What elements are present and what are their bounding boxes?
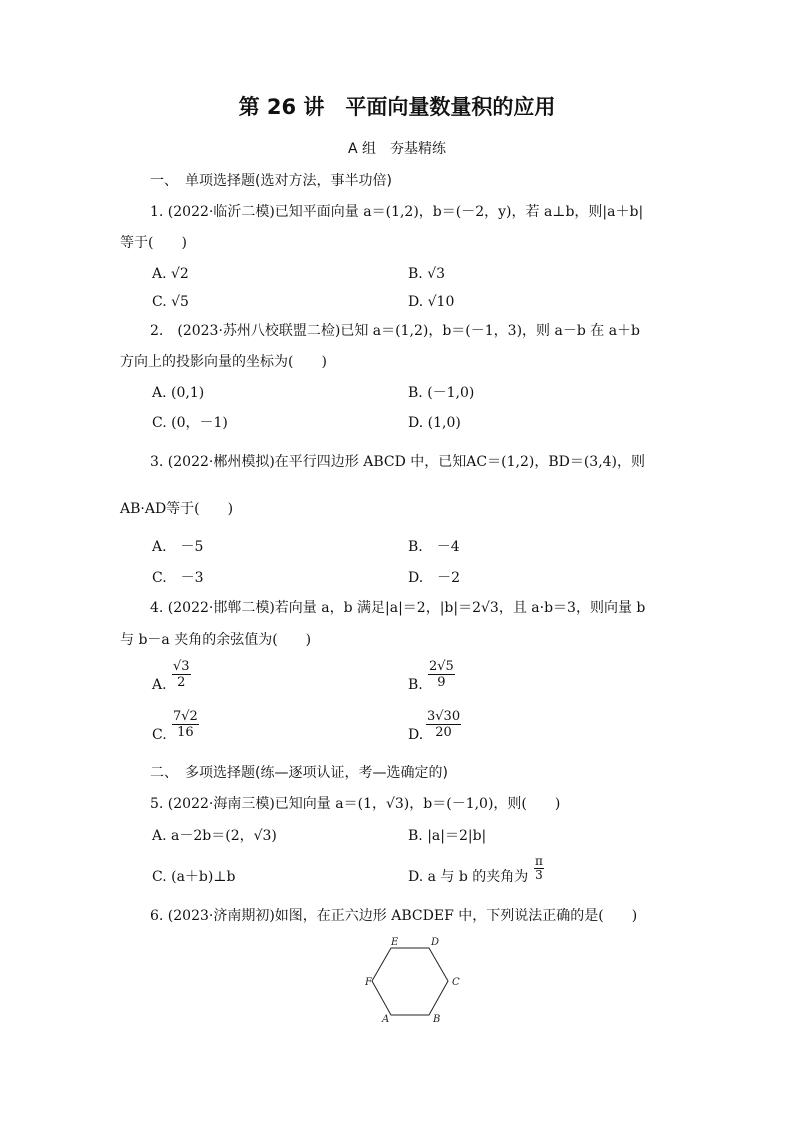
question-3-stem-line-1: 3. (2022·郴州模拟)在平行四边形 ABCD 中，已知AC＝(1,2)，BD＝(3,4)，则	[150, 454, 646, 470]
question-4-option-d-label: D.	[408, 727, 424, 743]
question-5-option-d-fraction	[534, 855, 544, 882]
fraction-denominator: 16	[177, 725, 194, 740]
hexagon-shape	[372, 948, 448, 1015]
question-2-option-d: D. (1,0)	[408, 415, 461, 431]
question-2-option-b: B. (－1,0)	[408, 385, 475, 401]
question-1-option-a: A. √2	[152, 266, 189, 282]
question-1-option-b: B. √3	[408, 266, 446, 282]
question-3-option-b: B. －4	[408, 539, 460, 555]
fraction-numerator: 3√30	[427, 709, 461, 724]
question-2-option-c: C. (0，－1)	[152, 415, 228, 431]
question-3-option-a: A. －5	[152, 539, 204, 555]
fraction-denominator: 9	[437, 675, 446, 690]
question-5-option-d: D. a 与 b 的夹角为	[408, 869, 529, 885]
question-4-stem-line-2: 与 b－a 夹角的余弦值为( )	[120, 632, 312, 648]
question-5-option-a: A. a－2b＝(2，√3)	[152, 828, 277, 844]
question-1-stem-line-1: 1. (2022·临沂二模)已知平面向量 a＝(1,2)，b＝(－2，y)，若 a⊥b，则|a＋b|	[150, 204, 644, 220]
section-heading-single-choice: 一、 单项选择题(选对方法，事半功倍)	[150, 173, 392, 189]
vertex-label-f: F	[365, 977, 372, 988]
vertex-label-e: E	[391, 937, 399, 948]
question-2-option-a: A. (0,1)	[152, 385, 205, 401]
question-3-option-d: D. －2	[408, 570, 461, 586]
fraction-numerator: 7√2	[173, 709, 198, 724]
question-4-option-c-fraction	[172, 709, 199, 740]
question-5-option-b: B. |a|＝2|b|	[408, 828, 487, 844]
fraction-numerator: π	[535, 854, 543, 868]
question-2-stem-line-1: 2. (2023·苏州八校联盟二检)已知 a＝(1,2)，b＝(－1，3)，则 a－b 在 a＋b	[150, 323, 641, 339]
question-5-option-c: C. (a＋b)⊥b	[152, 869, 236, 885]
section-heading-multiple-choice: 二、 多项选择题(练—逐项认证，考—选确定的)	[150, 765, 448, 781]
question-1-option-d: D. √10	[408, 294, 455, 310]
group-heading: A 组 夯基精练	[347, 141, 447, 157]
question-4-option-a-label: A.	[152, 677, 167, 693]
question-1-option-c: C. √5	[152, 294, 189, 310]
page-title: 第 26 讲 平面向量数量积的应用	[238, 95, 556, 119]
fraction-denominator: 3	[535, 868, 543, 882]
fraction-numerator: 2√5	[429, 659, 454, 674]
question-3-stem-line-2: AB·AD等于( )	[120, 501, 234, 517]
vertex-label-c: C	[452, 977, 460, 988]
question-4-option-b-label: B.	[408, 677, 423, 693]
question-3-option-c: C. －3	[152, 570, 204, 586]
fraction-numerator: √3	[173, 659, 190, 674]
vertex-label-a: A	[382, 1014, 390, 1025]
question-1-stem-line-2: 等于( )	[120, 235, 187, 251]
vertex-label-d: D	[431, 937, 440, 948]
question-4-option-d-fraction	[426, 709, 461, 740]
question-6-stem: 6. (2023·济南期初)如图，在正六边形 ABCDEF 中，下列说法正确的是( )	[150, 908, 638, 924]
regular-hexagon-figure	[355, 934, 467, 1028]
question-4-option-a-fraction	[172, 659, 191, 690]
question-4-stem-line-1: 4. (2022·邯郸二模)若向量 a，b 满足|a|＝2，|b|＝2√3，且 a·b＝3，则向量 b	[150, 600, 646, 616]
vertex-label-b: B	[433, 1014, 441, 1025]
question-4-option-b-fraction	[428, 659, 455, 690]
question-2-stem-line-2: 方向上的投影向量的坐标为( )	[120, 354, 327, 370]
fraction-denominator: 2	[177, 675, 186, 690]
fraction-denominator: 20	[435, 725, 452, 740]
question-4-option-c-label: C.	[152, 727, 167, 743]
question-5-stem: 5. (2022·海南三模)已知向量 a＝(1，√3)，b＝(－1,0)，则( )	[150, 796, 561, 812]
